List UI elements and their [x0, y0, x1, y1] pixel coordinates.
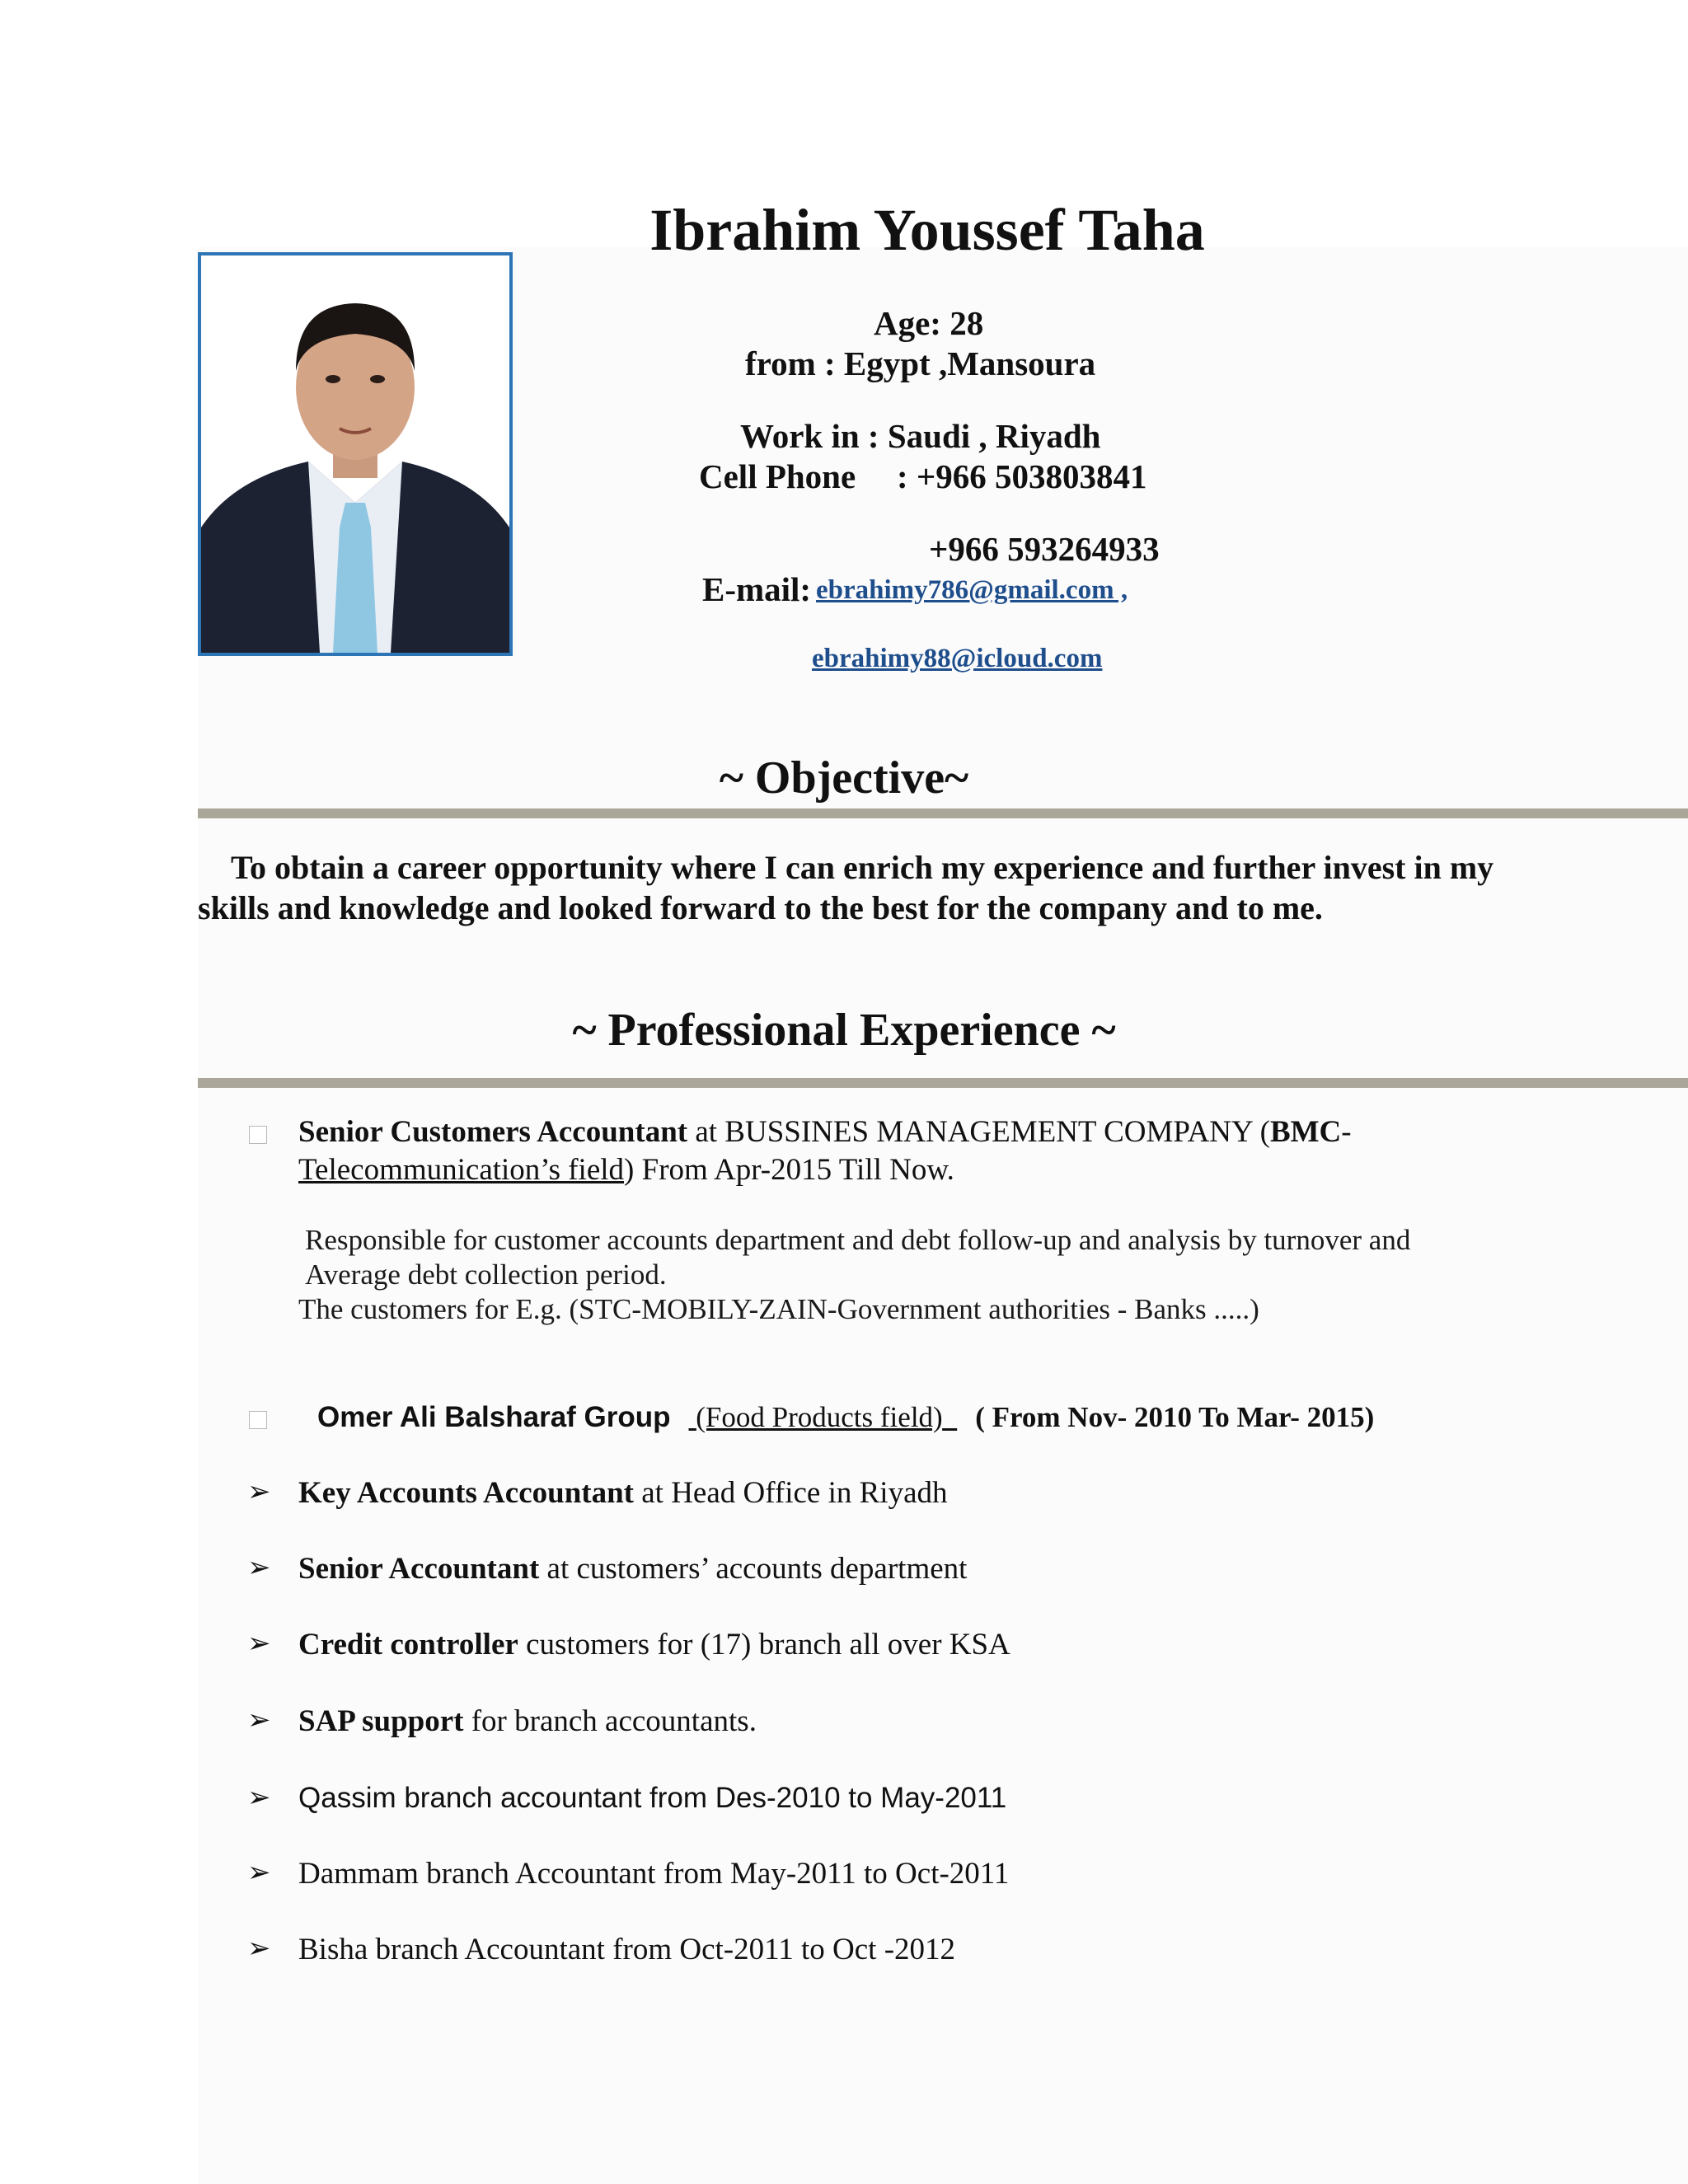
email-link-gmail[interactable]: ebrahimy786@gmail.com ,	[816, 575, 1128, 605]
list-item: Bisha branch Accountant from Oct-2011 to Oct -2012	[298, 1933, 956, 1966]
job1-box-bullet	[249, 1126, 267, 1144]
profile-photo	[198, 252, 513, 656]
job1-period-line	[298, 1152, 954, 1188]
arrow-bullet-icon: ➢	[247, 1627, 271, 1660]
job1-field: Telecommunication’s field	[298, 1153, 625, 1187]
arrow-bullet-icon: ➢	[247, 1856, 271, 1889]
arrow-bullet-icon: ➢	[247, 1551, 271, 1584]
objective-paragraph: To obtain a career opportunity where I can enrich my experience and further invest in my skills and knowledge and looked forward to the best for the company and to me.	[198, 849, 1494, 926]
job2-box-bullet	[249, 1411, 267, 1429]
job1-role: Senior Customers Accountant	[298, 1115, 688, 1149]
email-link-icloud[interactable]: ebrahimy88@icloud.com	[812, 644, 1103, 673]
list-item-text: at customers’ accounts department	[539, 1552, 968, 1586]
list-item-bold: Credit controller	[298, 1628, 518, 1661]
list-item-text: customers for (17) branch all over KSA	[518, 1628, 1010, 1661]
objective-title: ~ Objective~	[719, 752, 969, 804]
job1-company-short: BMC	[1269, 1115, 1342, 1149]
arrow-bullet-icon: ➢	[247, 1781, 271, 1814]
job1-dash: -	[1341, 1115, 1352, 1149]
job1-desc-line1: Responsible for customer accounts department and debt follow-up and analysis by turnover and	[305, 1224, 1411, 1256]
job2-company: Omer Ali Balsharaf Group	[317, 1401, 671, 1433]
experience-divider	[198, 1078, 1688, 1088]
arrow-bullet-icon: ➢	[247, 1475, 271, 1508]
job1-desc-line2: Average debt collection period.	[305, 1258, 667, 1291]
list-item	[298, 1704, 757, 1739]
person-photo-icon	[201, 255, 509, 653]
list-item: Qassim branch accountant from Des-2010 to May-2011	[298, 1782, 1007, 1814]
objective-text	[198, 847, 1517, 928]
objective-divider	[198, 808, 1688, 818]
job1-period: ) From Apr-2015 Till Now.	[624, 1153, 954, 1187]
work-in-line: Work in : Saudi , Riyadh	[740, 417, 1101, 455]
arrow-bullet-icon: ➢	[247, 1932, 271, 1965]
email-label: E-mail:	[702, 570, 812, 608]
job1-title-line	[298, 1114, 1352, 1150]
list-item-text: for branch accountants.	[463, 1704, 757, 1738]
from-line: from : Egypt ,Mansoura	[745, 344, 1096, 382]
list-item	[298, 1627, 1010, 1662]
age-line: Age: 28	[874, 304, 984, 342]
list-item: Dammam branch Accountant from May-2011 to Oct-2011	[298, 1857, 1010, 1891]
list-item	[298, 1475, 948, 1511]
list-item-text: at Head Office in Riyadh	[634, 1476, 948, 1510]
candidate-name: Ibrahim Youssef Taha	[649, 197, 1205, 263]
experience-title: ~ Professional Experience ~	[572, 1005, 1116, 1056]
list-item-bold: Key Accounts Accountant	[298, 1476, 634, 1510]
cell-phone-label: Cell Phone	[699, 457, 856, 495]
list-item-bold: Senior Accountant	[298, 1552, 540, 1586]
list-item-bold: SAP support	[298, 1704, 464, 1738]
job2-field: (Food Products field)	[696, 1401, 943, 1433]
job1-desc-line3: The customers for E.g. (STC-MOBILY-ZAIN-Government authorities - Banks .....)	[298, 1293, 1259, 1325]
job2-period: ( From Nov- 2010 To Mar- 2015)	[975, 1401, 1375, 1433]
job2-header-line	[317, 1399, 1374, 1435]
cell-phone-1: : +966 503803841	[897, 457, 1147, 495]
job2-field-wrap	[689, 1401, 958, 1433]
job1-company: at BUSSINES MANAGEMENT COMPANY (	[687, 1115, 1270, 1149]
list-item	[298, 1551, 967, 1586]
cell-phone-2: +966 593264933	[929, 530, 1160, 568]
arrow-bullet-icon: ➢	[247, 1704, 271, 1736]
